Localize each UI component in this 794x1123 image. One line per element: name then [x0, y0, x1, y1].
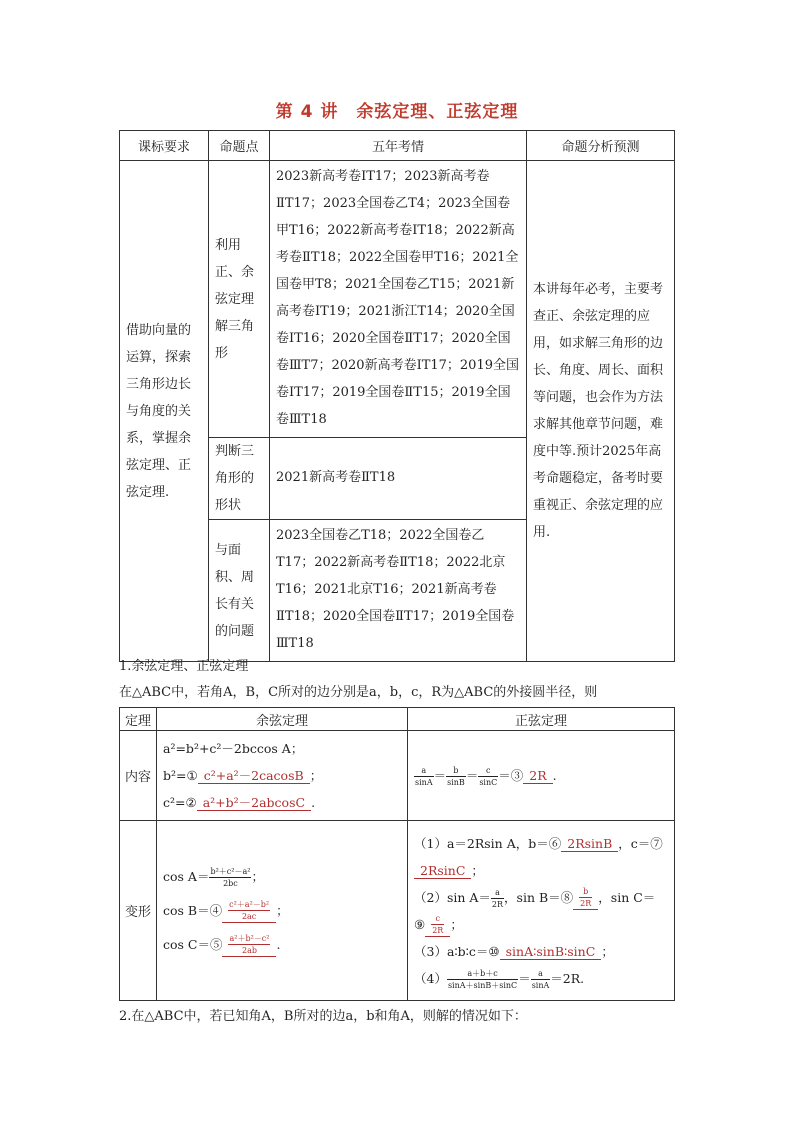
denominator: 2bc [223, 878, 238, 888]
punct: . [311, 795, 316, 810]
cos-law-line [163, 789, 401, 816]
numerator: b [446, 765, 466, 777]
cos-law-line: a²=b²+c²－2bccos A； [163, 741, 304, 756]
section-intro: 在△ABC中，若角A，B，C所对的边分别是a，b，c，R为△ABC的外接圆半径，则 [119, 685, 598, 700]
header-exams: 五年考情 [270, 131, 527, 161]
formula-label: ，sin C＝ [598, 889, 656, 905]
formula-label: ，c＝⑦ [618, 835, 663, 851]
sin-transform-line [414, 884, 668, 911]
prediction-cell: 本讲每年必考，主要考查正、余弦定理的应用，如求解三角形的边长、角度、周长、面积等问题，也会作为方法求解其他章节问题，难度中等.预计2025年高考命题稳定，备考时要重视正、余弦定理的应用. [527, 161, 675, 662]
punct: ＝2R. [550, 970, 585, 986]
formula-label: （2）sin A＝ [414, 889, 491, 905]
fraction [447, 968, 518, 991]
header-requirement: 课标要求 [120, 131, 209, 161]
sin-transform-line [414, 857, 668, 884]
sin-transform-line [414, 830, 668, 857]
fraction [531, 968, 551, 991]
numerator: a＋b＋c [447, 968, 518, 980]
sin-transform-line [414, 911, 668, 938]
fraction [491, 887, 504, 910]
page-title: 第 4 讲 余弦定理、正弦定理 [275, 102, 519, 122]
numerator: c²＋a²－b² [229, 900, 270, 909]
cos-transform-line [163, 860, 401, 894]
numerator: c [431, 913, 444, 925]
content-label: 内容 [120, 731, 157, 821]
exam-cell: 2023全国卷乙T18；2022全国卷乙T17；2022新高考卷ⅡT18；2022北京T16；2021北京T16；2021新高考卷ⅡT18；2020全国卷ⅡT17；2019全国卷ⅢT18 [270, 520, 527, 662]
fraction [478, 765, 498, 788]
denominator: sinB [447, 778, 465, 787]
header-sine: 正弦定理 [408, 708, 675, 731]
cos-transform-line [163, 928, 401, 962]
header-prediction: 命题分析预测 [527, 131, 675, 161]
table-header-row [120, 131, 675, 161]
table-row [120, 161, 675, 438]
answer-fraction [222, 899, 276, 923]
transform-label: 变形 [120, 821, 157, 1001]
exam-cell: 2021新高考卷ⅡT18 [270, 438, 527, 520]
punct: ； [450, 916, 463, 932]
denominator: sinA＋sinB＋sinC [447, 980, 518, 990]
denominator: sinC [479, 778, 498, 787]
punct: ； [601, 943, 614, 959]
denominator: 2R [491, 899, 504, 909]
numerator: a [531, 968, 551, 980]
cos-law-line [163, 762, 401, 789]
answer-fraction [573, 886, 598, 910]
equals: ＝ [433, 768, 447, 783]
sin-transform-line [414, 965, 668, 992]
point-cell: 与面积、周长有关的问题 [209, 520, 270, 662]
table-header-row [120, 708, 675, 731]
formula-label: （4） [414, 970, 447, 986]
fraction [209, 866, 251, 889]
header-point: 命题点 [209, 131, 270, 161]
punct: ； [309, 768, 323, 783]
header-theorem: 定理 [120, 708, 157, 731]
blank-label: cos C＝⑤ [163, 936, 223, 952]
cosine-transform-cell [157, 821, 408, 1001]
denominator: 2R [432, 926, 444, 935]
punct: ； [471, 862, 484, 878]
equals: ＝ [465, 768, 479, 783]
numerator: a [414, 765, 434, 777]
fraction [446, 765, 466, 788]
punct: ； [276, 902, 289, 918]
denominator: sinA [415, 778, 433, 787]
numerator: b²＋c²－a² [210, 866, 251, 876]
blank-label: ，sin B＝⑧ [504, 889, 574, 905]
denominator: 2R [580, 899, 592, 908]
sin-transform-line [414, 938, 668, 965]
answer-blank: 2RsinB [561, 836, 618, 852]
blank-label: ＝③ [498, 768, 524, 783]
formula-label: cos A＝ [163, 868, 210, 884]
answer-blank: sinA∶sinB∶sinC [500, 944, 602, 960]
sine-transform-cell [408, 821, 675, 1001]
cosine-content-cell [157, 731, 408, 821]
section-heading: 2.在△ABC中，若已知角A，B所对的边a，b和角A，则解的情况如下： [119, 1009, 527, 1024]
blank-label: b²=① [163, 768, 198, 783]
denominator: sinA [531, 980, 550, 990]
fraction [414, 765, 434, 788]
point-cell: 判断三角形的形状 [209, 438, 270, 520]
denominator: 2ab [241, 946, 257, 955]
theorem-table [119, 707, 675, 1001]
blank-label: cos B＝④ [163, 902, 223, 918]
header-cosine: 余弦定理 [157, 708, 408, 731]
blank-label: ⑨ [414, 916, 426, 932]
point-cell: 利用正、余弦定理解三角形 [209, 161, 270, 438]
section-heading: 1.余弦定理、正弦定理 [119, 659, 249, 674]
answer-blank: a²+b²－2abcosC [197, 795, 311, 811]
answer-fraction [222, 933, 276, 957]
punct: . [552, 768, 557, 783]
cos-transform-line [163, 894, 401, 928]
answer-blank: 2RsinC [414, 863, 471, 879]
blank-label: c²=② [163, 795, 197, 810]
requirement-cell: 借助向量的运算，探索三角形边长与角度的关系，掌握余弦定理、正弦定理. [120, 161, 209, 662]
numerator: a²＋b²－c² [229, 934, 270, 943]
table-row [120, 731, 675, 821]
answer-blank: c²+a²－2cacosB [198, 768, 310, 784]
blank-label: （3）a∶b∶c＝⑩ [414, 943, 500, 959]
numerator: a [491, 887, 504, 899]
table-row [120, 821, 675, 1001]
sine-content-cell [408, 731, 675, 821]
numerator: b [579, 886, 592, 898]
denominator: 2ac [241, 912, 257, 921]
answer-fraction [425, 913, 450, 937]
formula-label: （1）a＝2Rsin A，b＝⑥ [414, 835, 562, 851]
punct: ； [251, 868, 264, 884]
exam-cell: 2023新高考卷ⅠT17；2023新高考卷ⅡT17；2023全国卷乙T4；2023全国卷甲T16；2022新高考卷ⅠT18；2022新高考卷ⅡT18；2022全国卷甲T16；2021全国卷甲T8；2021全国卷乙T15；2021新高考卷ⅠT19；2021浙江T14；2020全国卷ⅠT16；2020全国卷ⅡT17；2020全国卷ⅢT7；2020新高考卷ⅠT17；2019全国卷ⅠT17；2019全国卷ⅡT15；2019全国卷ⅢT18 [270, 161, 527, 438]
punct: . [276, 936, 281, 952]
answer-blank: 2R [523, 768, 552, 784]
equals: ＝ [518, 970, 531, 986]
exam-analysis-table [119, 130, 675, 662]
numerator: c [478, 765, 498, 777]
